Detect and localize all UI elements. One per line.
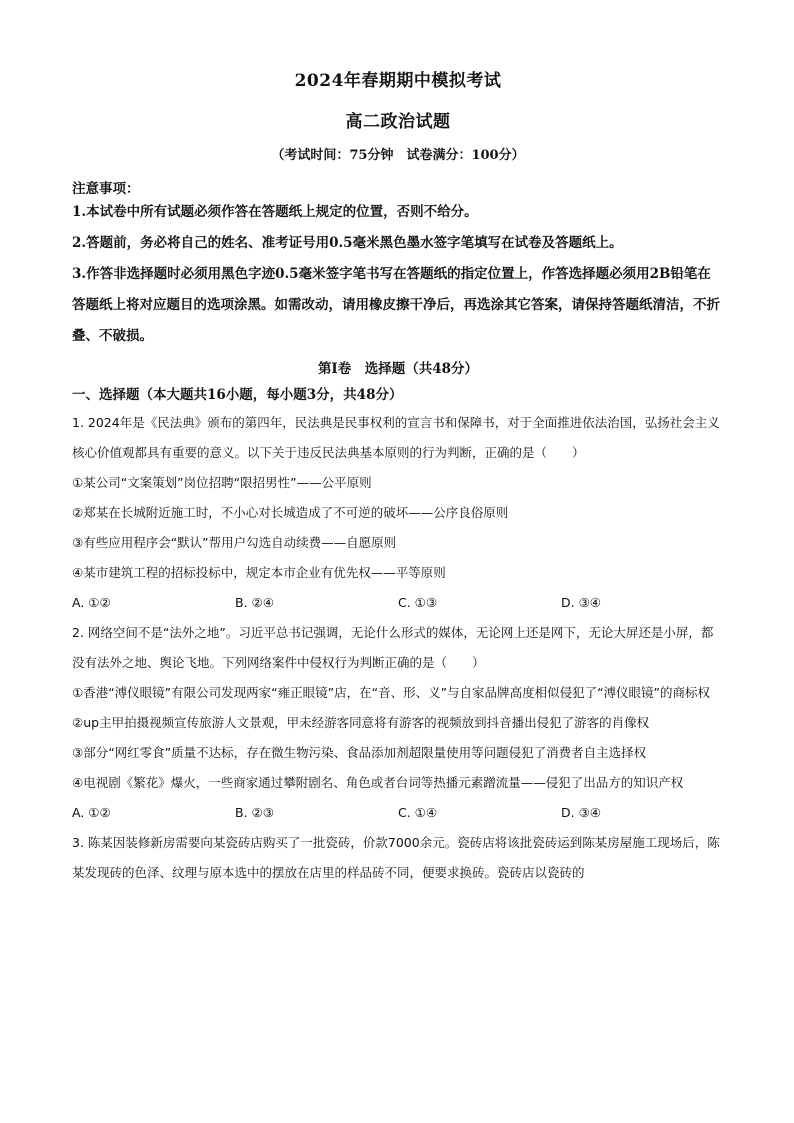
option-a: A. ①② — [72, 805, 111, 820]
notice-item: 3.作答非选择题时必须用黑色字迹0.5毫米签字笔书写在答题纸的指定位置上，作答选择题必须用2B铅笔在答题纸上将对应题目的选项涂黑。如需改动，请用橡皮擦干净后，再选涂其它答案，请保持答题纸清洁，不折叠、不破损。 — [72, 266, 720, 344]
notice-item: 2.答题前，务必将自己的姓名、准考证号用0.5毫米黑色墨水签字笔填写在试卷及答题纸上。 — [72, 235, 623, 251]
exam-page — [72, 62, 724, 888]
option-d: D. ③④ — [561, 805, 601, 820]
question-3 — [72, 828, 724, 888]
question-2 — [72, 618, 724, 798]
option-d: D. ③④ — [561, 595, 601, 610]
statement: ②郑某在长城附近施工时，不小心对长城造成了不可逆的破坏——公序良俗原则 — [72, 505, 509, 520]
statement: ②up主甲拍摄视频宣传旅游人文景观，甲未经游客同意将有游客的视频放到抖音播出侵犯了游客的肖像权 — [72, 715, 650, 730]
question-stem: 3. 陈某因装修新房需要向某瓷砖店购买了一批瓷砖，价款7000余元。瓷砖店将该批瓷砖运到陈某房屋施工现场后，陈某发现砖的色泽、纹理与原本选中的摆放在店里的样品砖不同，便要求换砖。瓷砖店以瓷砖的 — [72, 835, 720, 880]
notice-heading: 注意事项： — [72, 181, 140, 197]
statement: ④电视剧《繁花》爆火，一些商家通过攀附剧名、角色或者台词等热播元素蹭流量——侵犯了出品方的知识产权 — [72, 775, 684, 790]
statement: ①某公司“文案策划”岗位招聘“限招男性”——公平原则 — [72, 475, 372, 490]
exam-info: （考试时间：75分钟 试卷满分：100分） — [271, 148, 525, 163]
statement: ③部分“网红零食”质量不达标，存在微生物污染、食品添加剂超限量使用等问题侵犯了消费者自主选择权 — [72, 745, 647, 760]
statement: ④某市建筑工程的招标投标中，规定本市企业有优先权——平等原则 — [72, 565, 446, 580]
statement: ③有些应用程序会“默认”帮用户勾选自动续费——自愿原则 — [72, 535, 397, 550]
notice-item: 1.本试卷中所有试题必须作答在答题纸上规定的位置，否则不给分。 — [72, 204, 478, 220]
part-heading: 一、选择题（本大题共16小题，每小题3分，共48分） — [72, 387, 403, 403]
question-stem: 2. 网络空间不是“法外之地”。习近平总书记强调，无论什么形式的媒体，无论网上还是网下，无论大屏还是小屏，都没有法外之地、舆论飞地。下列网络案件中侵权行为判断正确的是（ ） — [72, 625, 714, 670]
option-c: C. ①③ — [398, 595, 438, 610]
statement: ①香港“溥仪眼镜”有限公司发现两家“雍正眼镜”店，在“音、形、义”与自家品牌高度相似侵犯了“溥仪眼镜”的商标权 — [72, 685, 711, 700]
options-row — [72, 798, 724, 828]
option-a: A. ①② — [72, 595, 111, 610]
option-b: B. ②④ — [235, 595, 274, 610]
section-title: 第Ⅰ卷 选择题（共48分） — [317, 361, 479, 377]
question-1 — [72, 408, 724, 588]
option-b: B. ②③ — [235, 805, 274, 820]
option-c: C. ①④ — [398, 805, 438, 820]
question-stem: 1. 2024年是《民法典》颁布的第四年，民法典是民事权利的宣言书和保障书，对于全面推进依法治国，弘扬社会主义核心价值观都具有重要的意义。以下关于违反民法典基本原则的行为判断，正确的是（ ） — [72, 415, 720, 460]
exam-subtitle: 高二政治试题 — [345, 112, 451, 132]
options-row — [72, 588, 724, 618]
exam-title: 2024年春期期中模拟考试 — [294, 71, 502, 91]
